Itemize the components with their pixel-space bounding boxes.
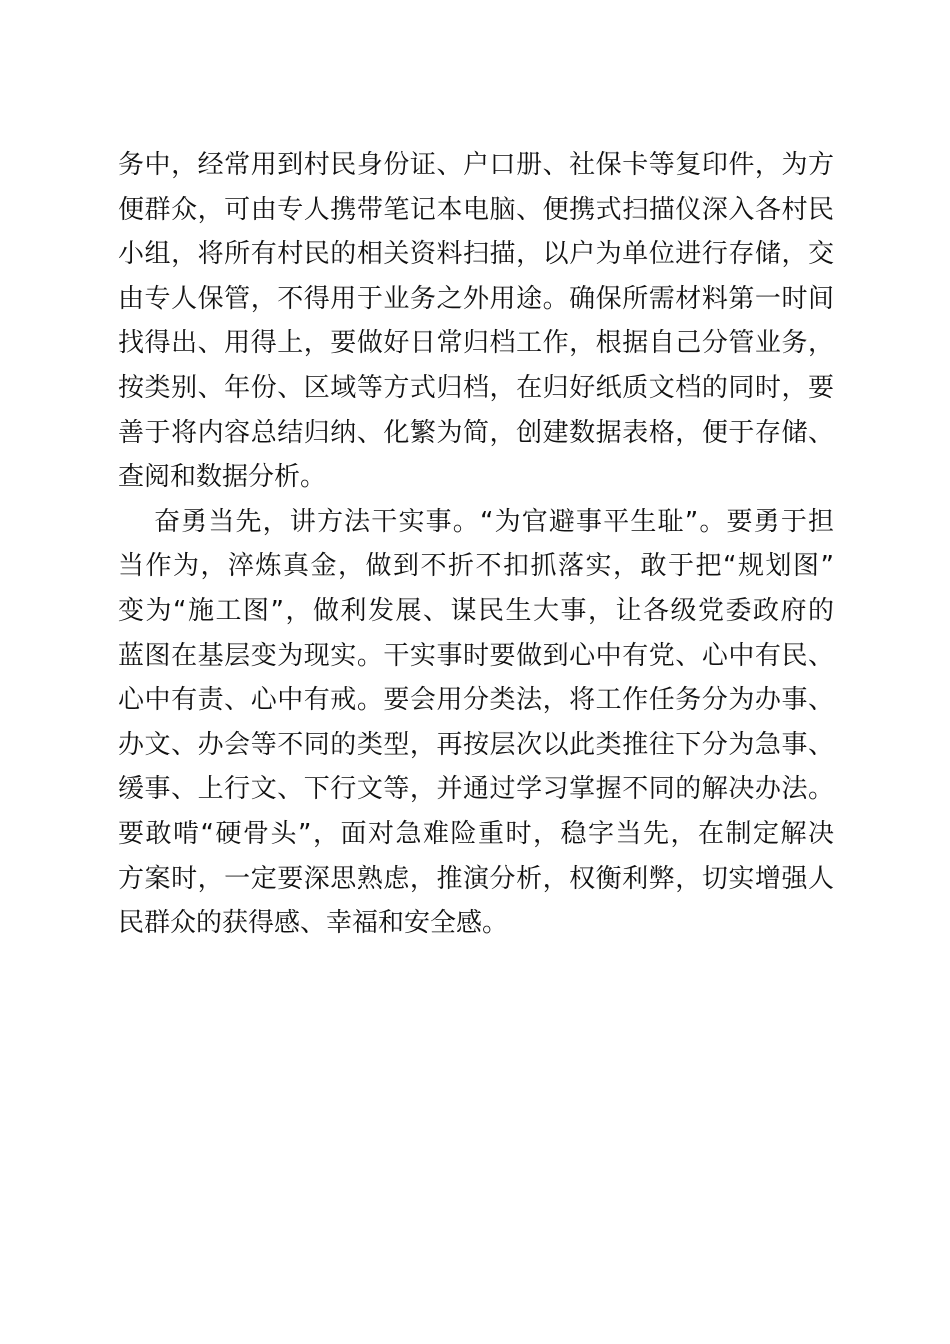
paragraph-line: 变为“施工图”，做利发展、谋民生大事，让各级党委政府的 xyxy=(118,595,834,626)
paragraph-line: 心中有责、心中有戒。要会用分类法，将工作任务分为办事、 xyxy=(118,685,834,716)
paragraph-line: 蓝图在基层变为现实。干实事时要做到心中有党、心中有民、 xyxy=(118,640,834,671)
paragraph-line: 办文、办会等不同的类型，再按层次以此类推往下分为急事、 xyxy=(118,729,834,760)
paragraph-line: 找得出、用得上，要做好日常归档工作，根据自己分管业务， xyxy=(118,328,834,359)
paragraph-line: 善于将内容总结归纳、化繁为简，创建数据表格，便于存储、 xyxy=(118,417,834,448)
paragraph-line: 当作为，淬炼真金，做到不折不扣抓落实，敢于把“规划图” xyxy=(118,551,834,582)
paragraph-1 xyxy=(118,143,834,500)
paragraph-2 xyxy=(118,500,834,946)
paragraph-line: 缓事、上行文、下行文等，并通过学习掌握不同的解决办法。 xyxy=(118,774,834,805)
paragraph-line: 奋勇当先，讲方法干实事。“为官避事平生耻”。要勇于担 xyxy=(154,506,834,537)
paragraph-line: 务中，经常用到村民身份证、户口册、社保卡等复印件，为方 xyxy=(118,150,834,180)
paragraph-line: 按类别、年份、区域等方式归档，在归好纸质文档的同时，要 xyxy=(118,372,834,403)
document-body xyxy=(118,143,834,946)
paragraph-line: 查阅和数据分析。 xyxy=(118,462,327,493)
paragraph-line: 由专人保管，不得用于业务之外用途。确保所需材料第一时间 xyxy=(118,283,834,314)
paragraph-line: 方案时，一定要深思熟虑，推演分析，权衡利弊，切实增强人 xyxy=(118,863,834,894)
paragraph-line: 小组，将所有村民的相关资料扫描，以户为单位进行存储，交 xyxy=(118,239,834,270)
paragraph-line: 民群众的获得感、幸福和安全感。 xyxy=(118,908,509,939)
paragraph-line: 便群众，可由专人携带笔记本电脑、便携式扫描仪深入各村民 xyxy=(118,194,834,225)
paragraph-line: 要敢啃“硬骨头”，面对急难险重时，稳字当先，在制定解决 xyxy=(118,818,834,849)
